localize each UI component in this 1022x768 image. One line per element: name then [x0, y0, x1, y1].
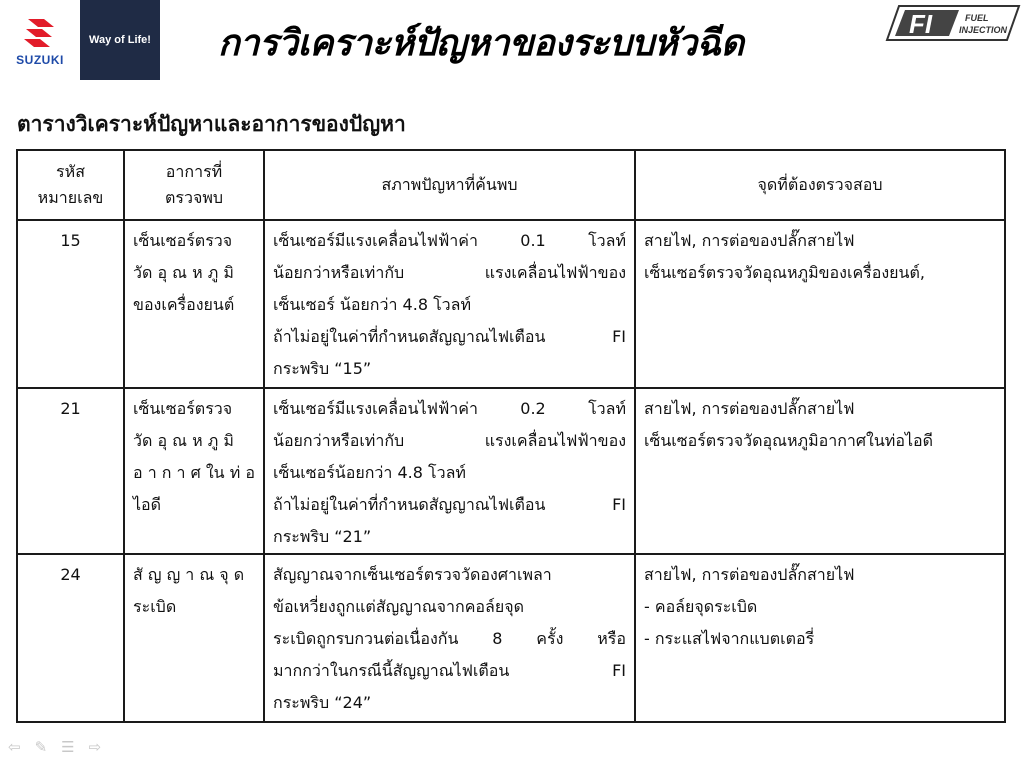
table-row	[17, 220, 1005, 388]
row-code: 24	[17, 554, 124, 722]
header-code: รหัส หมายเลข	[17, 150, 124, 220]
fi-letters: FI	[909, 9, 933, 39]
header-check: จุดที่ต้องตรวจสอบ	[635, 150, 1005, 220]
table-subtitle: ตารางวิเคราะห์ปัญหาและอาการของปัญหา	[17, 111, 406, 136]
menu-icon[interactable]: ☰	[61, 738, 75, 756]
row-code: 21	[17, 388, 124, 554]
suzuki-s-icon	[20, 13, 60, 51]
diagnosis-table	[16, 149, 1006, 723]
row-condition: สัญญาณจากเซ็นเซอร์ตรวจวัดองศาเพลา ข้อเหวี่ยงถูกแต่สัญญาณจากคอล์ยจุด ระเบิดถูกรบกวนต่อเนื่องกัน 8 ครั้ง หรือ มากกว่าในกรณีนี้สัญญาณไฟเตือน FI กระพริบ “24”	[264, 554, 635, 722]
slideshow-nav	[8, 738, 101, 756]
header-condition: สภาพปัญหาที่ค้นพบ	[264, 150, 635, 220]
slide-title: การวิเคราะห์ปัญหาของระบบหัวฉีด	[218, 23, 744, 64]
suzuki-logo	[0, 0, 80, 80]
header-symptom: อาการที่ ตรวจพบ	[124, 150, 264, 220]
row-symptom: เซ็นเซอร์ตรวจ วัด อุ ณ ห ภู มิ อ า ก า ศ ใน ท่ อ ไอดี	[124, 388, 264, 554]
prev-arrow-icon[interactable]: ⇦	[8, 738, 21, 756]
fi-line1: FUEL	[965, 13, 989, 23]
row-check: สายไฟ, การต่อของปลั๊กสายไฟ - คอล์ยจุดระเบิด - กระแสไฟจากแบตเตอรี่	[635, 554, 1005, 722]
fuel-injection-badge	[885, 4, 1021, 42]
brand-header	[0, 0, 160, 80]
fi-line2: INJECTION	[959, 25, 1008, 35]
row-check: สายไฟ, การต่อของปลั๊กสายไฟ เซ็นเซอร์ตรวจวัดอุณหภูมิอากาศในท่อไอดี	[635, 388, 1005, 554]
row-condition: เซ็นเซอร์มีแรงเคลื่อนไฟฟ้าค่า 0.2 โวลท์ น้อยกว่าหรือเท่ากับ แรงเคลื่อนไฟฟ้าของ เซ็นเซอร์น้อยกว่า 4.8 โวลท์ ถ้าไม่อยู่ในค่าที่กำหนดสัญญาณไฟเตือน FI กระพริบ “21”	[264, 388, 635, 554]
pen-icon[interactable]: ✎	[34, 738, 48, 756]
row-check: สายไฟ, การต่อของปลั๊กสายไฟ เซ็นเซอร์ตรวจวัดอุณหภูมิของเครื่องยนต์,	[635, 220, 1005, 388]
table-row	[17, 554, 1005, 722]
brand-slogan: Way of Life!	[80, 0, 160, 80]
row-symptom: สั ญ ญ า ณ จุ ด ระเบิด	[124, 554, 264, 722]
table-header-row	[17, 150, 1005, 220]
row-code: 15	[17, 220, 124, 388]
row-symptom: เซ็นเซอร์ตรวจ วัด อุ ณ ห ภู มิ ของเครื่องยนต์	[124, 220, 264, 388]
brand-name: SUZUKI	[16, 53, 64, 67]
next-arrow-icon[interactable]: ⇨	[88, 738, 102, 756]
row-condition: เซ็นเซอร์มีแรงเคลื่อนไฟฟ้าค่า 0.1 โวลท์ น้อยกว่าหรือเท่ากับ แรงเคลื่อนไฟฟ้าของ เซ็นเซอร์ น้อยกว่า 4.8 โวลท์ ถ้าไม่อยู่ในค่าที่กำหนดสัญญาณไฟเตือน FI กระพริบ “15”	[264, 220, 635, 388]
table-row	[17, 388, 1005, 554]
